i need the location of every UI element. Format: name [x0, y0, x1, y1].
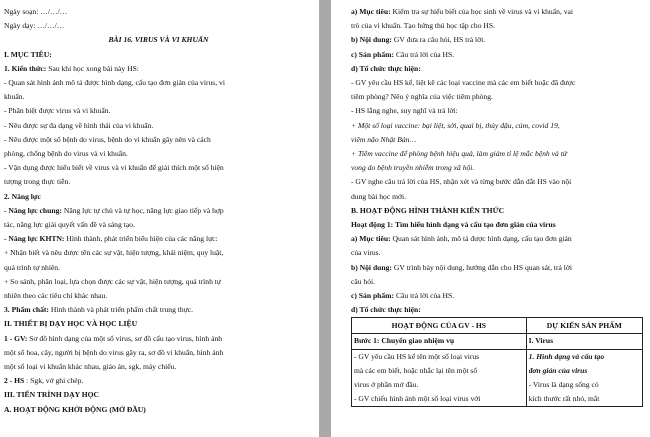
body-line: - GV yêu cầu HS kể, liệt kê các loại vaccine mà các em biết hoặc đã được — [351, 78, 576, 88]
section-heading-process: III. TIẾN TRÌNH DẠY HỌC — [4, 390, 100, 400]
section-heading-warmup: A. HOẠT ĐỘNG KHỞI ĐỘNG (MỞ ĐẦU) — [4, 404, 146, 414]
quality-line: 3. Phẩm chất: Hình thành và phát triển phẩm chất trung thực. — [4, 305, 194, 315]
date-taught-line: Ngày dạy: …/…/… — [4, 21, 65, 31]
subheading-competency: 2. Năng lực — [4, 191, 41, 201]
cell-line: - Virus là dạng sống có — [528, 380, 599, 390]
page-left — [0, 0, 319, 437]
student-materials-line: 2 - HS : Sgk, vở ghi chép. — [4, 376, 84, 386]
body-line: tác, năng lực giải quyết vấn đề và sáng tạo. — [4, 220, 135, 230]
khtn-competency-line: - Năng lực KHTN: Hình thành, phát triển biểu hiện của các năng lực: — [4, 234, 218, 244]
table-header-expected-product: DỰ KIẾN SẢN PHẨM — [526, 318, 642, 334]
objective-line: a) Mục tiêu: Quan sát hình ảnh, mô tả được hình dạng, cấu tạo đơn giản — [351, 234, 572, 244]
body-line: một số loại vi khuẩn khác nhau, giáo án, sgk, máy chiếu. — [4, 362, 177, 372]
body-line: dung bài học mới. — [351, 191, 407, 201]
body-line: + Nhận biết và nêu được tên các sự vật, hiện tượng, khái niệm, quy luật, — [4, 248, 224, 258]
body-line: - Quan sát hình ảnh mô tả được hình dạng, cấu tạo đơn giản của virus, vi — [4, 78, 225, 88]
product-line: c) Sản phẩm: Câu trả lời của HS. — [351, 291, 455, 301]
cell-line: - GV chiếu hình ảnh một số loại virus với — [354, 394, 481, 404]
vaccine-purpose-line: vong do bệnh truyền nhiễm trong xã hội. — [351, 163, 475, 173]
cell-line: đơn giản của virus — [528, 365, 588, 375]
body-line: một số hoa, cây, người bị bệnh do virus gây ra, sơ đồ vi khuẩn, hình ảnh — [4, 347, 224, 357]
table-cell: I. Virus — [526, 334, 642, 349]
table-row — [352, 334, 643, 349]
page-left-content — [4, 5, 313, 417]
table-row — [352, 349, 643, 407]
body-line: tiêm phòng? Nêu ý nghĩa của việc tiêm phòng. — [351, 92, 493, 102]
body-line: tượng trong thực tiễn. — [4, 177, 71, 187]
knowledge-text: Sau khi học xong bài này HS: — [48, 63, 139, 73]
general-competency-line: - Năng lực chung: Năng lực tự chủ và tự học, năng lực giao tiếp và hợp — [4, 205, 224, 215]
body-line: câu hỏi. — [351, 276, 376, 286]
content-line: b) Nội dung: GV đưa ra câu hỏi, HS trả lời. — [351, 35, 486, 45]
cell-line: 1. Hình dạng và cấu tạo — [528, 351, 605, 361]
body-line: trò của vi khuẩn. Tạo hứng thú học tập cho HS. — [351, 21, 496, 31]
section-heading-knowledge: B. HOẠT ĐỘNG HÌNH THÀNH KIẾN THỨC — [351, 205, 505, 215]
vaccine-example-line: + Một số loại vaccine: bại liệt, sởi, quai bị, thủy đậu, cúm, covid 19, — [351, 120, 560, 130]
body-line: phòng, chống bệnh do virus và vi khuẩn. — [4, 149, 128, 159]
body-line: khuẩn. — [4, 92, 25, 102]
page-right — [331, 0, 650, 437]
product-line: c) Sản phẩm: Câu trả lời của HS. — [351, 49, 455, 59]
vaccine-example-line: viêm não Nhật Bản… — [351, 134, 417, 144]
body-line: của virus. — [351, 248, 381, 258]
cell-line: kích thước rất nhỏ, mắt — [528, 394, 600, 404]
cell-line: - GV yêu cầu HS kể tên một số loại virus — [354, 351, 480, 361]
table-cell — [526, 349, 642, 407]
page-right-content — [351, 5, 643, 407]
body-line: - Phân biệt được virus và vi khuẩn. — [4, 106, 111, 116]
table-cell — [352, 349, 527, 407]
activity-1-heading: Hoạt động 1: Tìm hiểu hình dạng và cấu tạo đơn giản của virus — [351, 220, 556, 230]
objective-line: a) Mục tiêu: Kiểm tra sự hiểu biết của học sinh về virus và vi khuẩn, vai — [351, 7, 573, 16]
table-cell: Bước 1: Chuyển giao nhiệm vụ — [352, 334, 527, 349]
cell-line: virus ở phần mở đầu. — [354, 380, 419, 390]
body-line: - HS lắng nghe, suy nghĩ và trả lời: — [351, 106, 458, 116]
body-line: - Nêu được một số bệnh do virus, bệnh do vi khuẩn gây nên và cách — [4, 134, 211, 144]
body-line: nhiên theo các tiêu chí khác nhau. — [4, 291, 108, 301]
body-line: + So sánh, phân loại, lựa chọn được các sự vật, hiện tượng, quá trình tự — [4, 276, 221, 286]
lesson-title: BÀI 16. VIRUS VÀ VI KHUẨN — [108, 35, 209, 45]
table-header-row — [352, 318, 643, 334]
date-prepared-line: Ngày soạn: …/…/… — [4, 7, 68, 16]
knowledge-label: 1. Kiến thức: — [4, 63, 47, 73]
body-line: - Nêu được sự đa dạng về hình thái của vi khuẩn. — [4, 120, 154, 130]
content-line: b) Nội dung: GV trình bày nội dung, hướng dẫn cho HS quan sát, trả lời — [351, 262, 573, 272]
activity-table — [351, 317, 643, 407]
organization-line: d) Tổ chức thực hiện: — [351, 63, 421, 73]
body-line: quá trình tự nhiên. — [4, 262, 60, 272]
section-heading-equipment: II. THIẾT BỊ DẠY HỌC VÀ HỌC LIỆU — [4, 319, 138, 329]
table-header-activities: HOẠT ĐỘNG CỦA GV - HS — [352, 318, 527, 334]
organization-line: d) Tổ chức thực hiện: — [351, 305, 421, 315]
knowledge-line — [4, 62, 313, 76]
teacher-materials-line: 1 - GV: Sơ đồ hình dạng của một số virus, sơ đồ cấu tạo virus, hình ảnh — [4, 333, 223, 343]
body-line: - GV nghe câu trả lời của HS, nhận xét và từng bước dẫn dắt HS vào nội — [351, 177, 572, 187]
cell-line: mà các em biết, hoặc nhắc lại tên một số — [354, 365, 478, 375]
vaccine-purpose-line: + Tiêm vaccine để phòng bệnh hiệu quả, làm giảm tỉ lệ mắc bệnh và tử — [351, 149, 567, 159]
section-heading-objectives: I. MỤC TIÊU: — [4, 49, 52, 59]
body-line: - Vận dụng được hiểu biết về virus và vi khuẩn để giải thích một số hiện — [4, 163, 224, 173]
